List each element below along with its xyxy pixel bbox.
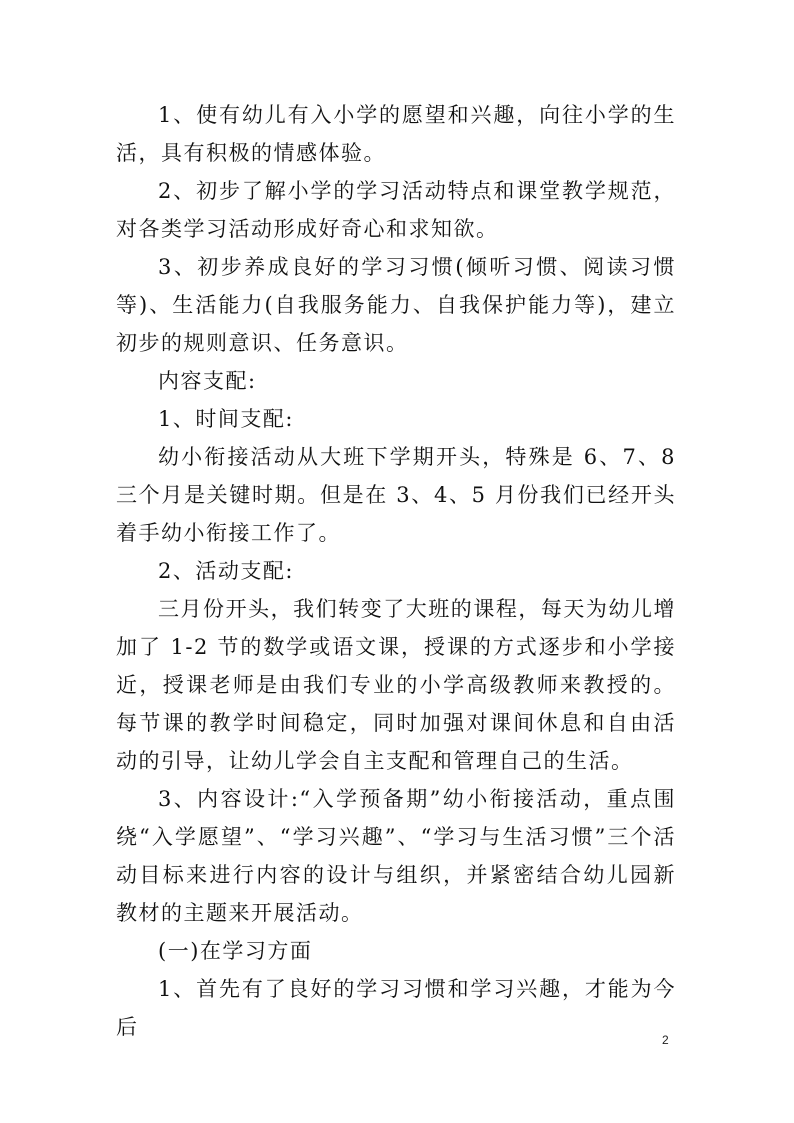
paragraph-content-design: 3、内容设计:“入学预备期”幼小衔接活动，重点围绕“入学愿望”、“学习兴趣”、“学习与生活习惯”三个活动目标来进行内容的设计与组织，并紧密结合幼儿园新教材的主题来开展活动。 <box>116 787 676 925</box>
paragraph-time-arrangement: 幼小衔接活动从大班下学期开头，特殊是 6、7、8 三个月是关键时期。但是在 3、4、5 月份我们已经开头着手幼小衔接工作了。 <box>116 445 676 545</box>
paragraph-learning-habits: 1、首先有了良好的学习习惯和学习兴趣，才能为今后 <box>116 977 676 1039</box>
page-number: 2 <box>662 1033 669 1047</box>
paragraph-goal-2: 2、初步了解小学的学习活动特点和课堂教学规范，对各类学习活动形成好奇心和求知欲。 <box>116 179 676 241</box>
heading-content-arrangement: 内容支配: <box>158 369 257 393</box>
paragraph-activity-arrangement: 三月份开头，我们转变了大班的课程，每天为幼儿增加了 1-2 节的数学或语文课，授课的方式逐步和小学接近，授课老师是由我们专业的小学高级教师来教授的。每节课的教学时间稳定，同时加强对课间休息和自由活动的引导，让幼儿学会自主支配和管理自己的生活。 <box>116 597 676 773</box>
heading-time-arrangement: 1、时间支配: <box>158 407 294 431</box>
heading-learning-aspect: (一)在学习方面 <box>158 939 313 963</box>
paragraph-goal-3: 3、初步养成良好的学习习惯(倾听习惯、阅读习惯等)、生活能力(自我服务能力、自我保护能力等)，建立初步的规则意识、任务意识。 <box>116 255 676 355</box>
document-body <box>116 96 676 1046</box>
heading-activity-arrangement: 2、活动支配: <box>158 559 294 583</box>
paragraph-goal-1: 1、使有幼儿有入小学的愿望和兴趣，向往小学的生活，具有积极的情感体验。 <box>116 103 676 165</box>
